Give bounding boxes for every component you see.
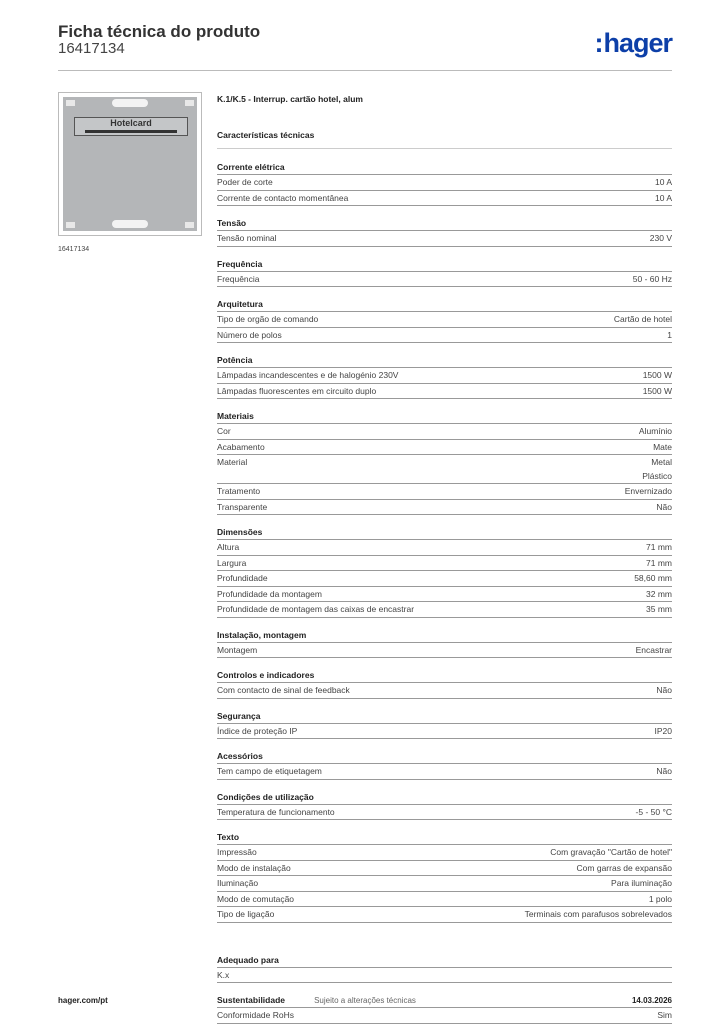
- spec-value: [634, 572, 672, 586]
- spec-value-line: Não: [656, 766, 672, 776]
- spec-value: [577, 862, 672, 876]
- section-gap: [217, 820, 672, 831]
- spec-value-line: Terminais com parafusos sobrelevados: [524, 909, 672, 919]
- spec-label: Largura: [217, 557, 247, 568]
- spec-value: [636, 806, 672, 820]
- spec-value-line: 10 A: [654, 192, 672, 203]
- spec-label: Tensão nominal: [217, 233, 277, 243]
- spec-row: [217, 500, 672, 516]
- product-code: 16417134: [58, 40, 125, 57]
- spec-value-line: Para iluminação: [611, 878, 672, 888]
- section-heading: Condições de utilização: [217, 791, 672, 805]
- plate-top-slot: [112, 99, 148, 107]
- spec-row: [217, 440, 672, 456]
- spec-value: [625, 485, 672, 499]
- section-heading: Acessórios: [217, 750, 672, 764]
- section-gap: [217, 149, 672, 161]
- spec-label: Temperatura de funcionamento: [217, 806, 335, 817]
- spec-label: Tratamento: [217, 486, 261, 496]
- spec-value-line: 230 V: [649, 233, 672, 243]
- spec-label: Iluminação: [217, 878, 259, 888]
- spec-value-line: Mate: [653, 441, 672, 452]
- spec-row: [217, 602, 672, 618]
- card-slot-line: [85, 130, 177, 133]
- spec-label: Profundidade: [217, 573, 268, 583]
- switch-plate: [63, 97, 197, 231]
- spec-label: Transparente: [217, 501, 268, 512]
- spec-row: [217, 175, 672, 191]
- spec-label: Profundidade da montagem: [217, 588, 322, 599]
- spec-row: [217, 587, 672, 603]
- section-gap: [217, 699, 672, 710]
- spec-value-line: 71 mm: [646, 557, 672, 568]
- spec-row: [217, 907, 672, 923]
- spec-value: [667, 329, 672, 343]
- spec-row: [217, 683, 672, 699]
- section-gap: [217, 515, 672, 526]
- spec-value-line: Metal: [651, 457, 672, 467]
- plate-corner: [185, 100, 194, 106]
- plate-corner: [185, 222, 194, 228]
- spec-value-line: 32 mm: [646, 588, 672, 599]
- spec-label: Tipo de ligação: [217, 909, 275, 919]
- spec-row: [217, 231, 672, 247]
- tech-characteristics-title: Características técnicas: [217, 130, 672, 149]
- spec-row: [217, 384, 672, 400]
- spec-label: Lâmpadas fluorescentes em circuito duplo: [217, 385, 377, 396]
- section-heading: Adequado para: [217, 954, 672, 968]
- footer-disclaimer: Sujeito a alterações técnicas: [314, 996, 416, 1005]
- spec-row: [217, 556, 672, 572]
- spec-row: [217, 328, 672, 344]
- spec-value: [649, 893, 672, 907]
- spec-row: [217, 876, 672, 892]
- spec-value-line: Plástico: [642, 470, 672, 481]
- section-gap: [217, 343, 672, 354]
- spec-label: Material: [217, 457, 248, 467]
- spec-value-line: 35 mm: [646, 604, 672, 614]
- spec-value: [525, 908, 672, 922]
- footer-date: 14.03.2026: [631, 996, 672, 1005]
- spec-value-line: Não: [656, 685, 672, 695]
- section-gap: [217, 780, 672, 791]
- section-gap: [217, 399, 672, 410]
- spec-row: [217, 845, 672, 861]
- section-heading: Frequência: [217, 258, 672, 272]
- spec-value-line: Sim: [657, 1010, 672, 1020]
- section-heading: Controlos e indicadores: [217, 669, 672, 683]
- spec-row: [217, 368, 672, 384]
- spec-value: [636, 644, 672, 658]
- spec-row: [217, 484, 672, 500]
- spec-row: [217, 272, 672, 288]
- plate-corner: [66, 222, 75, 228]
- plate-corner: [66, 100, 75, 106]
- spec-value: [646, 603, 672, 617]
- section-heading: Sustentabilidade: [217, 994, 672, 1008]
- section-heading: Corrente elétrica: [217, 161, 672, 175]
- spec-row: [217, 643, 672, 659]
- spec-label: Tipo de orgão de comando: [217, 314, 319, 324]
- section-heading: Tensão: [217, 217, 672, 231]
- section-heading: Texto: [217, 831, 672, 845]
- spec-label: Montagem: [217, 644, 258, 655]
- spec-value-line: Cartão de hotel: [613, 314, 672, 324]
- plate-bottom-slot: [112, 220, 148, 228]
- spec-value: [646, 541, 672, 555]
- spec-value: [642, 456, 672, 483]
- spec-value-line: 1: [667, 329, 672, 340]
- section-heading: Instalação, montagem: [217, 629, 672, 643]
- spec-value: [657, 1009, 672, 1023]
- section-heading: Potência: [217, 354, 672, 368]
- section-heading: Segurança: [217, 710, 672, 724]
- footer-website[interactable]: hager.com/pt: [58, 996, 108, 1005]
- spec-value: [653, 441, 672, 455]
- spec-value: [639, 425, 672, 439]
- spec-row: [217, 571, 672, 587]
- spec-row: [217, 764, 672, 780]
- section-heading: Arquitetura: [217, 298, 672, 312]
- spec-label: Profundidade de montagem das caixas de encastrar: [217, 604, 415, 614]
- spec-value-line: IP20: [654, 725, 672, 736]
- spec-value-line: -5 - 50 °C: [635, 806, 672, 817]
- hager-logo: :hager: [594, 28, 672, 58]
- spec-label: Conformidade RoHs: [217, 1010, 295, 1020]
- spec-value-line: Envernizado: [624, 486, 672, 496]
- spec-label: Com contacto de sinal de feedback: [217, 685, 350, 695]
- section-heading: Materiais: [217, 410, 672, 424]
- product-image: [58, 92, 202, 236]
- spec-label: Número de polos: [217, 329, 282, 340]
- spec-label: Modo de comutação: [217, 893, 295, 904]
- spec-label: Frequência: [217, 273, 260, 284]
- section-gap: [217, 287, 672, 298]
- section-heading: Dimensões: [217, 526, 672, 540]
- hotelcard-slot: [74, 117, 188, 136]
- spec-label: Cor: [217, 426, 231, 436]
- spec-value-line: 1 polo: [648, 893, 672, 904]
- spec-value-line: 10 A: [654, 177, 672, 187]
- spec-value: [656, 765, 672, 779]
- spec-value: [655, 725, 673, 739]
- spec-value-line: Encastrar: [635, 644, 672, 655]
- spec-value: [633, 273, 672, 287]
- image-caption: 16417134: [58, 246, 90, 253]
- section-gap: [217, 206, 672, 217]
- page-header: [58, 20, 672, 71]
- spec-value: [611, 877, 672, 891]
- spec-value-line: Com garras de expansão: [576, 862, 672, 873]
- spec-value-line: Não: [656, 501, 672, 512]
- spec-value-line: Alumínio: [638, 426, 672, 436]
- spec-label: Tem campo de etiquetagem: [217, 766, 322, 776]
- spec-value: [655, 176, 672, 190]
- section-gap: [217, 983, 672, 994]
- spec-row: [217, 312, 672, 328]
- spec-value-line: Com gravação "Cartão de hotel": [550, 847, 672, 857]
- page-title: Ficha técnica do produto: [58, 22, 261, 41]
- spec-row: [217, 1008, 672, 1024]
- spec-value-line: 71 mm: [646, 542, 672, 552]
- spec-value-line: 1500 W: [642, 385, 672, 396]
- spec-value-line: 58,60 mm: [634, 573, 672, 583]
- spec-value: [656, 684, 672, 698]
- spec-sections: [217, 149, 672, 1024]
- spec-value: [656, 501, 672, 515]
- spec-row: [217, 540, 672, 556]
- hotelcard-label: Hotelcard: [110, 118, 152, 128]
- spec-label: Altura: [217, 542, 240, 552]
- spec-label: K.x: [217, 969, 230, 980]
- spec-content: [217, 94, 672, 1024]
- section-gap: [217, 658, 672, 669]
- spec-row: [217, 191, 672, 207]
- spec-value: [646, 588, 672, 602]
- spec-row: [217, 892, 672, 908]
- spec-label: Acabamento: [217, 441, 265, 452]
- spec-label: Impressão: [217, 847, 257, 857]
- spec-value: [614, 313, 672, 327]
- spec-row: [217, 424, 672, 440]
- spec-label: Modo de instalação: [217, 862, 291, 873]
- section-gap: [217, 739, 672, 750]
- spec-row: [217, 805, 672, 821]
- spec-value: [643, 369, 672, 383]
- spec-label: Lâmpadas incandescentes e de halogénio 230V: [217, 370, 399, 380]
- spec-row: [217, 861, 672, 877]
- section-gap: [217, 247, 672, 258]
- spec-value: [643, 385, 672, 399]
- spec-label: Corrente de contacto momentânea: [217, 192, 349, 203]
- product-title: K.1/K.5 - Interrup. cartão hotel, alum: [217, 94, 363, 104]
- spec-value: [646, 557, 672, 571]
- spec-value: [650, 232, 672, 246]
- spec-value: [655, 192, 672, 206]
- spec-row: [217, 455, 672, 484]
- spec-value-line: 1500 W: [642, 370, 672, 380]
- section-gap: [217, 923, 672, 954]
- spec-value-line: 50 - 60 Hz: [632, 273, 672, 284]
- spec-label: Índice de proteção IP: [217, 725, 298, 736]
- spec-row: [217, 724, 672, 740]
- section-gap: [217, 618, 672, 629]
- spec-label: Poder de corte: [217, 177, 273, 187]
- spec-value: [550, 846, 672, 860]
- spec-row: [217, 968, 672, 984]
